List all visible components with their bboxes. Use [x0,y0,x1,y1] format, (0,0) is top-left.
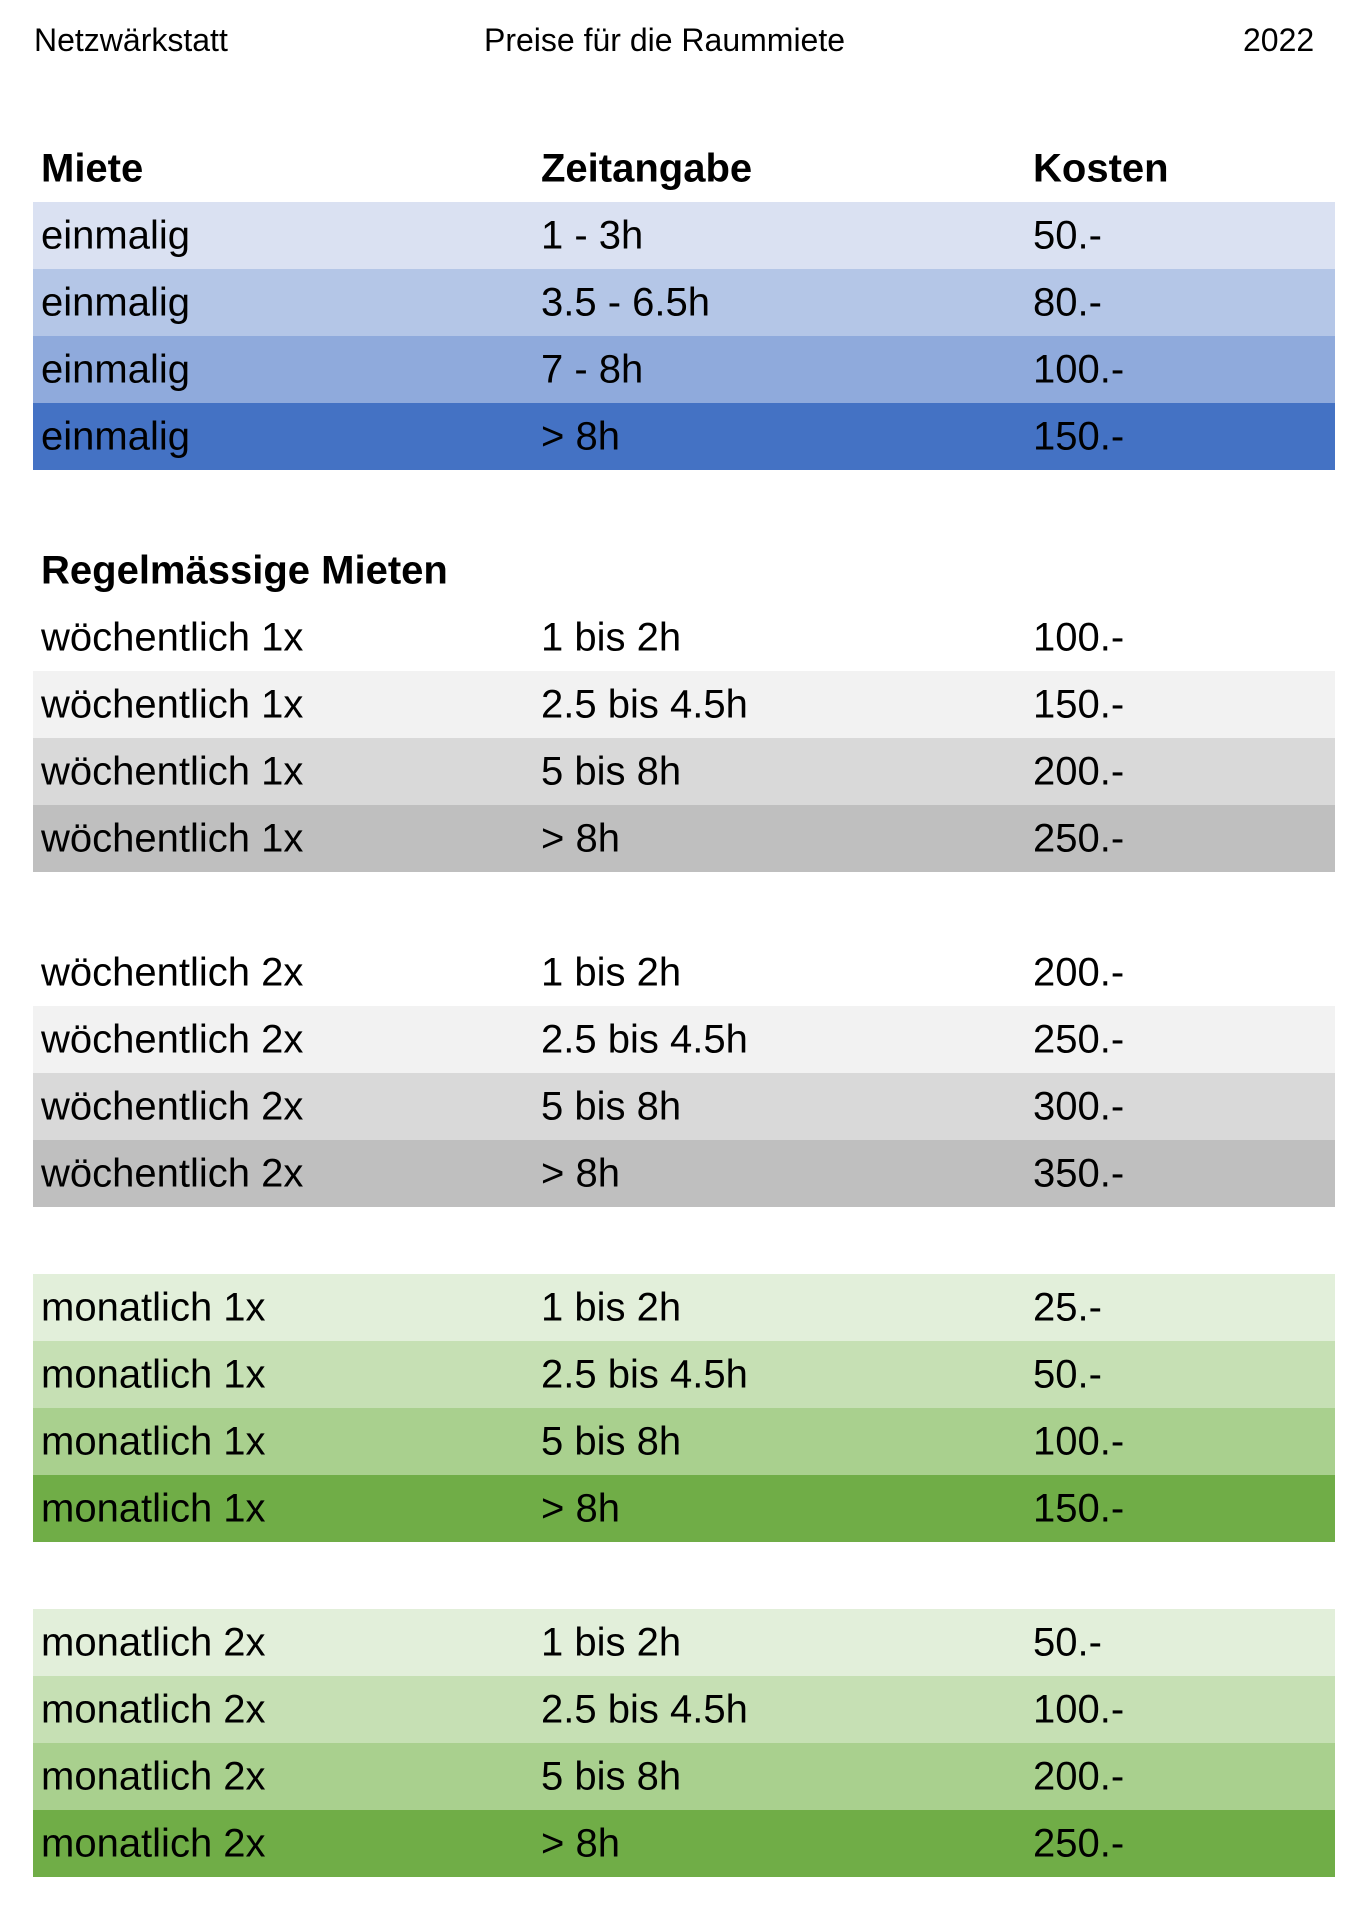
cell-miete: wöchentlich 2x [41,1017,304,1061]
cell-zeitangabe: 2.5 bis 4.5h [541,682,748,726]
cell-miete: wöchentlich 2x [41,1151,304,1195]
cell-zeitangabe: 5 bis 8h [541,1754,682,1798]
cell-zeitangabe: 1 bis 2h [541,615,682,659]
table-row [33,202,1335,269]
cell-miete: monatlich 2x [41,1754,266,1798]
table-row [33,1609,1335,1676]
table-row [33,939,1335,1006]
cell-miete: einmalig [41,280,190,324]
table-row [33,738,1335,805]
cell-kosten: 200.- [1033,749,1125,793]
cell-miete: wöchentlich 1x [41,749,304,793]
cell-kosten: 80.- [1033,280,1102,324]
column-header-zeitangabe: Zeitangabe [541,146,753,190]
cell-kosten: 50.- [1033,1352,1102,1396]
cell-miete: monatlich 1x [41,1285,266,1329]
cell-miete: wöchentlich 1x [41,615,304,659]
table-row [33,1475,1335,1542]
cell-kosten: 100.- [1033,1687,1125,1731]
cell-miete: einmalig [41,213,190,257]
cell-zeitangabe: 1 bis 2h [541,950,682,994]
cell-kosten: 50.- [1033,1620,1102,1664]
cell-zeitangabe: > 8h [541,1486,620,1530]
cell-zeitangabe: 5 bis 8h [541,1419,682,1463]
cell-kosten: 50.- [1033,213,1102,257]
cell-kosten: 150.- [1033,1486,1125,1530]
cell-zeitangabe: 1 bis 2h [541,1285,682,1329]
cell-zeitangabe: 2.5 bis 4.5h [541,1687,748,1731]
cell-zeitangabe: 3.5 - 6.5h [541,280,711,324]
table-header-row [33,135,1335,202]
section-title: Regelmässige Mieten [41,548,448,592]
cell-miete: einmalig [41,347,190,391]
cell-miete: monatlich 2x [41,1620,266,1664]
section-title-row [33,537,1335,604]
cell-kosten: 200.- [1033,950,1125,994]
document-title: Preise für die Raummiete [484,22,846,58]
column-header-miete: Miete [41,146,144,190]
cell-kosten: 250.- [1033,1017,1125,1061]
cell-kosten: 200.- [1033,1754,1125,1798]
cell-kosten: 350.- [1033,1151,1125,1195]
table-row [33,1676,1335,1743]
table-row [33,403,1335,470]
cell-kosten: 25.- [1033,1285,1102,1329]
table-row [33,1810,1335,1877]
cell-zeitangabe: 5 bis 8h [541,749,682,793]
cell-kosten: 250.- [1033,816,1125,860]
table-row [33,1006,1335,1073]
cell-miete: monatlich 1x [41,1486,266,1530]
document-year: 2022 [1243,22,1315,58]
cell-zeitangabe: > 8h [541,414,620,458]
table-row [33,1341,1335,1408]
organization-name: Netzwärkstatt [34,22,228,58]
cell-miete: monatlich 2x [41,1687,266,1731]
cell-miete: einmalig [41,414,190,458]
cell-kosten: 250.- [1033,1821,1125,1865]
cell-kosten: 150.- [1033,414,1125,458]
cell-miete: wöchentlich 1x [41,816,304,860]
cell-kosten: 150.- [1033,682,1125,726]
cell-zeitangabe: > 8h [541,1151,620,1195]
cell-zeitangabe: > 8h [541,816,620,860]
cell-kosten: 100.- [1033,347,1125,391]
cell-zeitangabe: 7 - 8h [541,347,644,391]
cell-zeitangabe: 1 - 3h [541,213,644,257]
page-header [0,22,1366,72]
cell-zeitangabe: 5 bis 8h [541,1084,682,1128]
table-row [33,1408,1335,1475]
table-row [33,604,1335,671]
table-row [33,1140,1335,1207]
table-row [33,671,1335,738]
table-row [33,1073,1335,1140]
cell-miete: wöchentlich 1x [41,682,304,726]
table-row [33,1743,1335,1810]
cell-kosten: 300.- [1033,1084,1125,1128]
cell-kosten: 100.- [1033,1419,1125,1463]
cell-miete: wöchentlich 2x [41,1084,304,1128]
cell-miete: monatlich 1x [41,1419,266,1463]
table-row [33,1274,1335,1341]
cell-miete: wöchentlich 2x [41,950,304,994]
table-row [33,336,1335,403]
cell-kosten: 100.- [1033,615,1125,659]
cell-miete: monatlich 1x [41,1352,266,1396]
cell-zeitangabe: 2.5 bis 4.5h [541,1352,748,1396]
cell-zeitangabe: 1 bis 2h [541,1620,682,1664]
cell-miete: monatlich 2x [41,1821,266,1865]
cell-zeitangabe: 2.5 bis 4.5h [541,1017,748,1061]
table-row [33,269,1335,336]
cell-zeitangabe: > 8h [541,1821,620,1865]
column-header-kosten: Kosten [1033,146,1169,190]
table-row [33,805,1335,872]
